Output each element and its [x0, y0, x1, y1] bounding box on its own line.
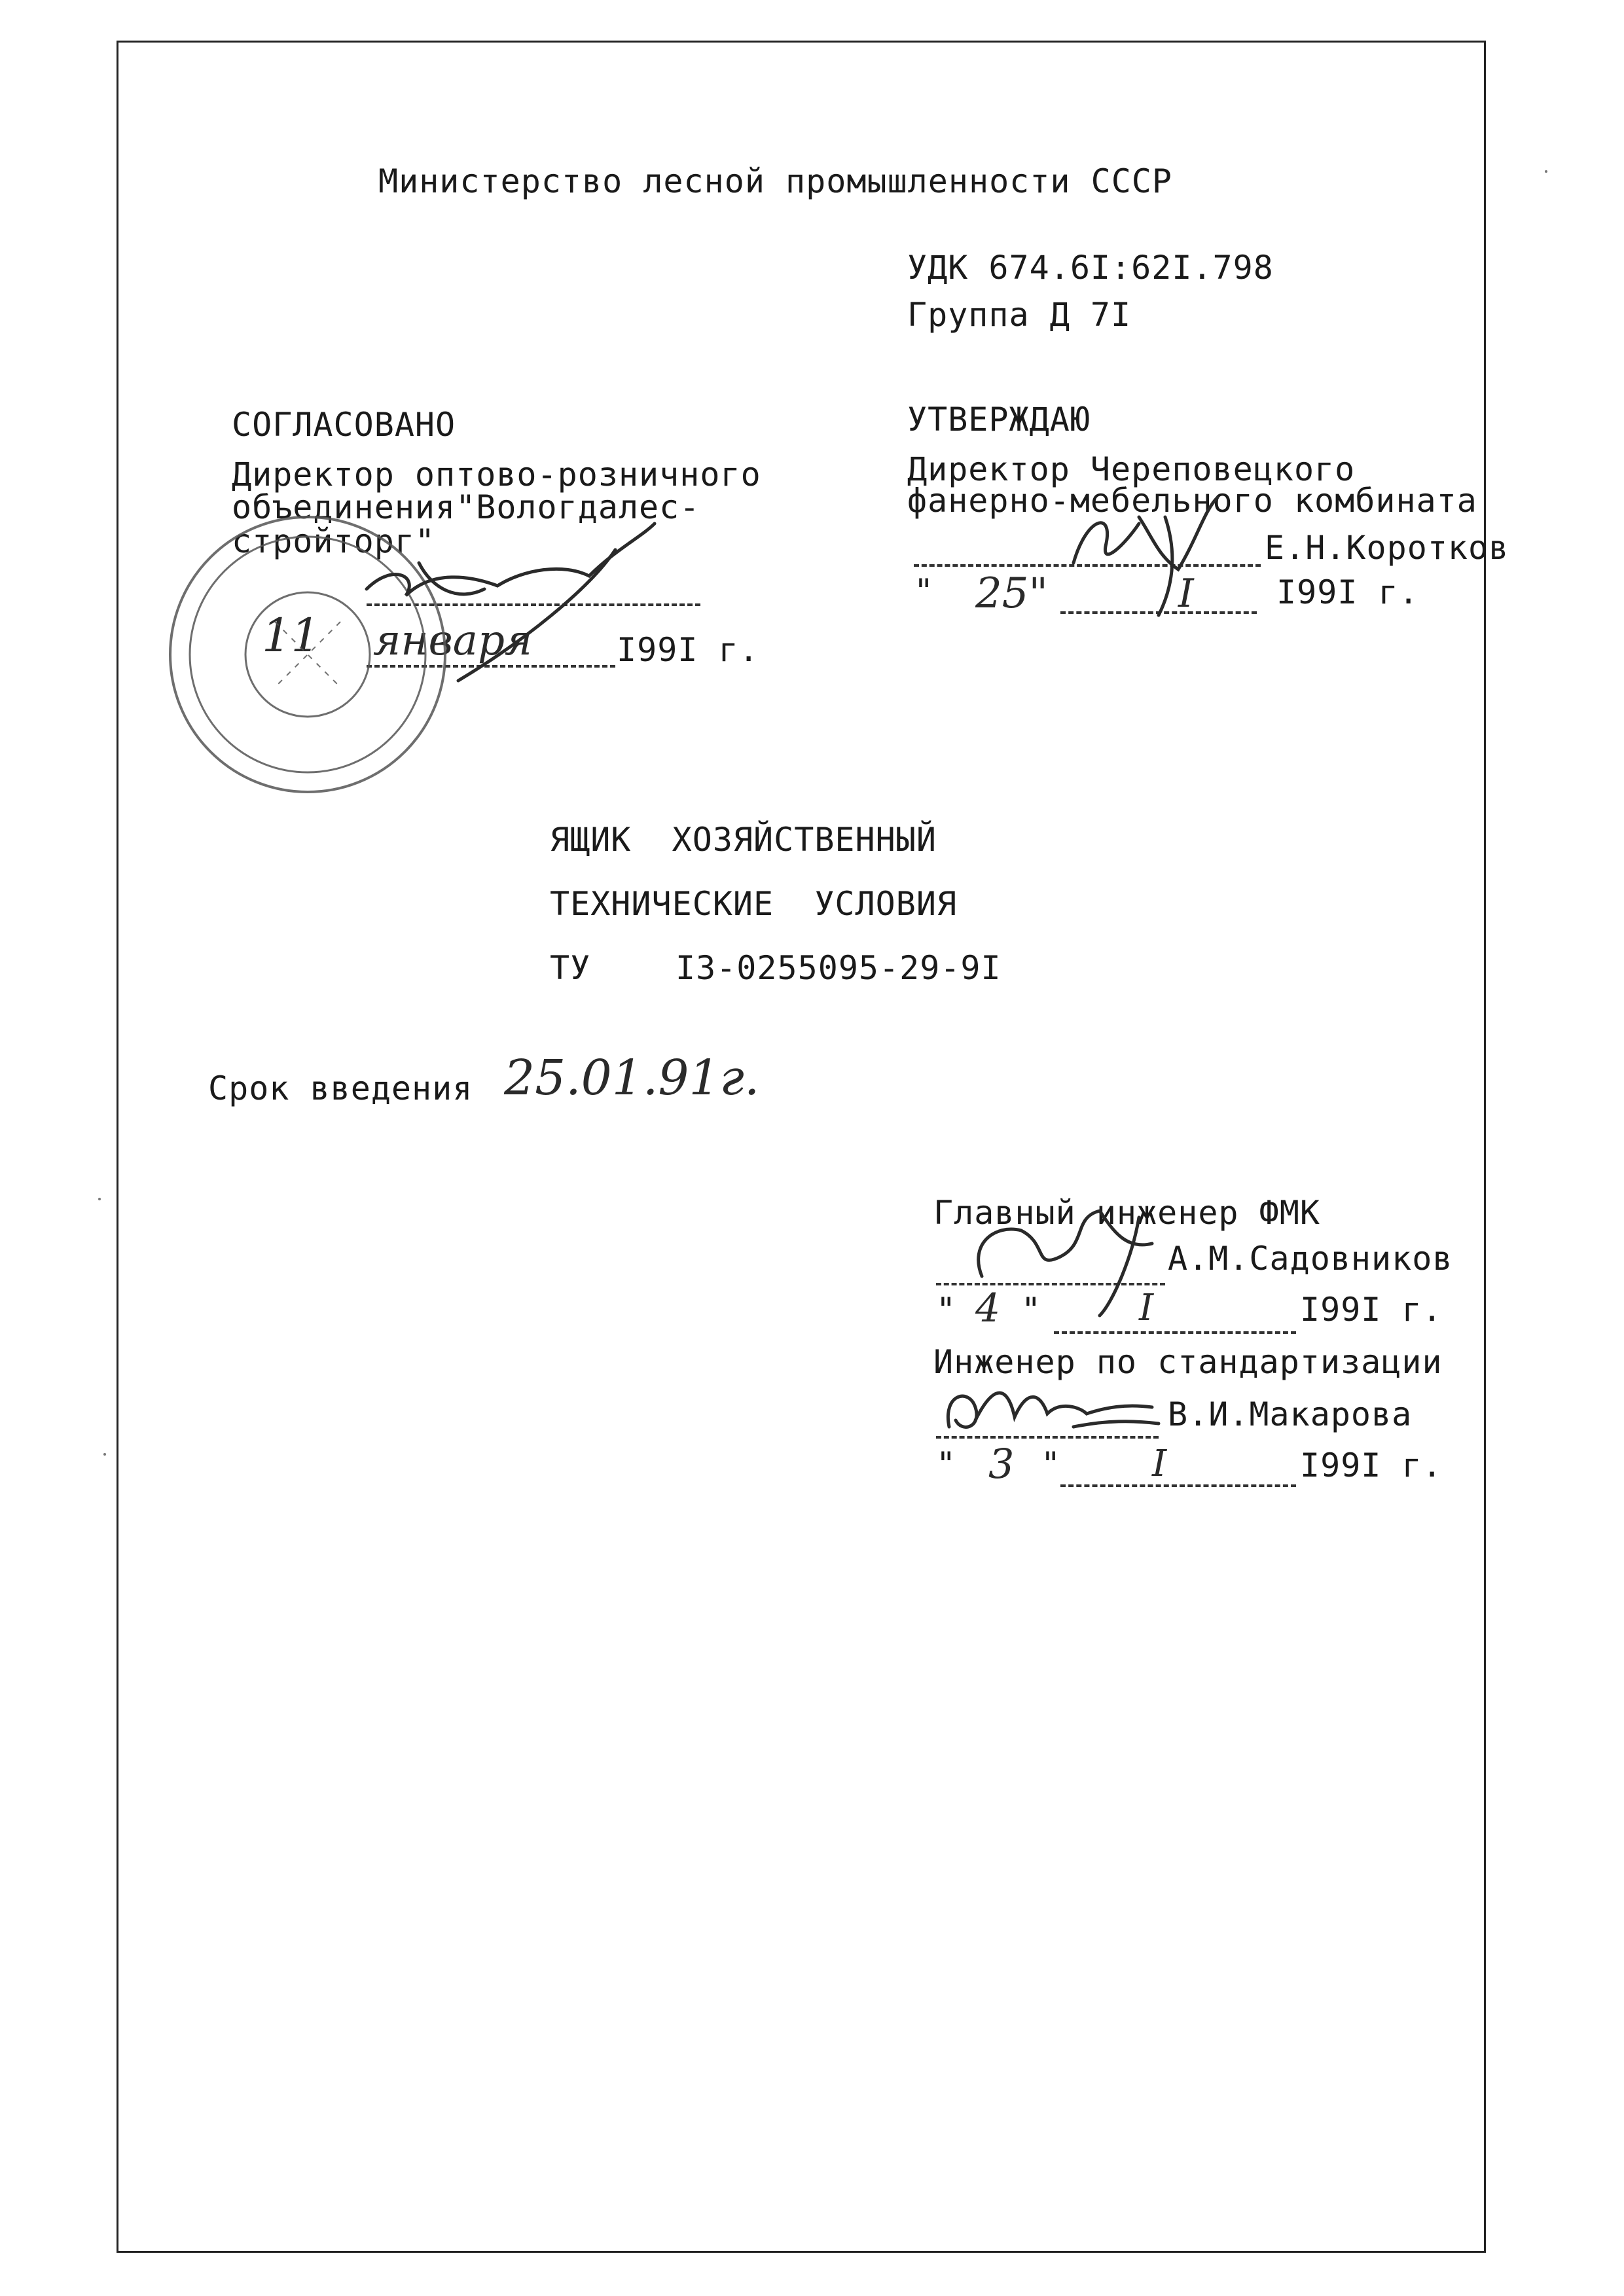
chief-title: Главный инженер ФМК: [933, 1194, 1320, 1232]
std-date-day: 3: [988, 1440, 1015, 1488]
std-year: I99I г.: [1300, 1446, 1443, 1484]
doc-number: I3-0255095-29-9I: [676, 949, 1001, 987]
round-stamp: [170, 517, 445, 792]
chief-signature: [979, 1211, 1152, 1316]
effective-date: 25.01.91г.: [504, 1050, 760, 1106]
agreed-line-3: стройторг": [232, 522, 436, 560]
agreed-signature: [367, 524, 655, 681]
udk-code: УДК 674.6I:62I.798: [907, 249, 1274, 287]
std-quote-close: ": [1041, 1445, 1062, 1483]
approve-line-2: фанерно-мебельного комбината: [907, 482, 1477, 520]
agreed-line-2: объединения"Вологдалес-: [232, 488, 700, 526]
approve-name: Е.Н.Коротков: [1265, 529, 1509, 567]
scan-speck: [103, 1453, 106, 1456]
chief-name: А.М.Садовников: [1168, 1240, 1453, 1278]
approve-line-1: Директор Череповецкого: [907, 450, 1356, 488]
approve-heading: УТВЕРЖДАЮ: [907, 401, 1091, 439]
agreed-date-month: января: [373, 617, 533, 665]
approve-date-day: 25": [975, 569, 1048, 618]
scan-speck: [98, 1198, 101, 1200]
chief-quote-open: ": [936, 1291, 957, 1329]
std-title: Инженер по стандартизации: [933, 1343, 1443, 1381]
chief-date-month: I: [1139, 1287, 1154, 1329]
std-name: В.И.Макарова: [1168, 1395, 1413, 1433]
std-signature: [948, 1393, 1159, 1427]
doc-title-line-2: ТЕХНИЧЕСКИЕ УСЛОВИЯ: [550, 885, 958, 923]
agreed-date-day: 11: [262, 609, 321, 662]
chief-quote-close: ": [1021, 1291, 1042, 1329]
approve-quote: ": [914, 572, 935, 610]
approve-signature: [1074, 497, 1218, 615]
doc-number-prefix: ТУ: [550, 949, 591, 987]
chief-date-day: 4: [975, 1285, 1001, 1331]
chief-year: I99I г.: [1300, 1291, 1443, 1329]
agreed-heading: СОГЛАСОВАНО: [232, 406, 456, 444]
scan-speck: [1545, 170, 1547, 173]
effective-label: Срок введения: [208, 1069, 473, 1107]
approve-year: I99I г.: [1276, 573, 1419, 611]
group-code: Группа Д 7I: [907, 296, 1132, 334]
approve-date-month: I: [1178, 571, 1194, 617]
agreed-year: I99I г.: [617, 631, 759, 669]
ministry-header: Министерство лесной промышленности СССР: [378, 162, 1172, 200]
doc-title-line-1: ЯЩИК ХОЗЯЙСТВЕННЫЙ: [550, 821, 937, 859]
std-date-month: I: [1152, 1443, 1167, 1485]
std-quote-open: ": [936, 1445, 957, 1483]
agreed-line-1: Директор оптово-розничного: [232, 456, 761, 493]
